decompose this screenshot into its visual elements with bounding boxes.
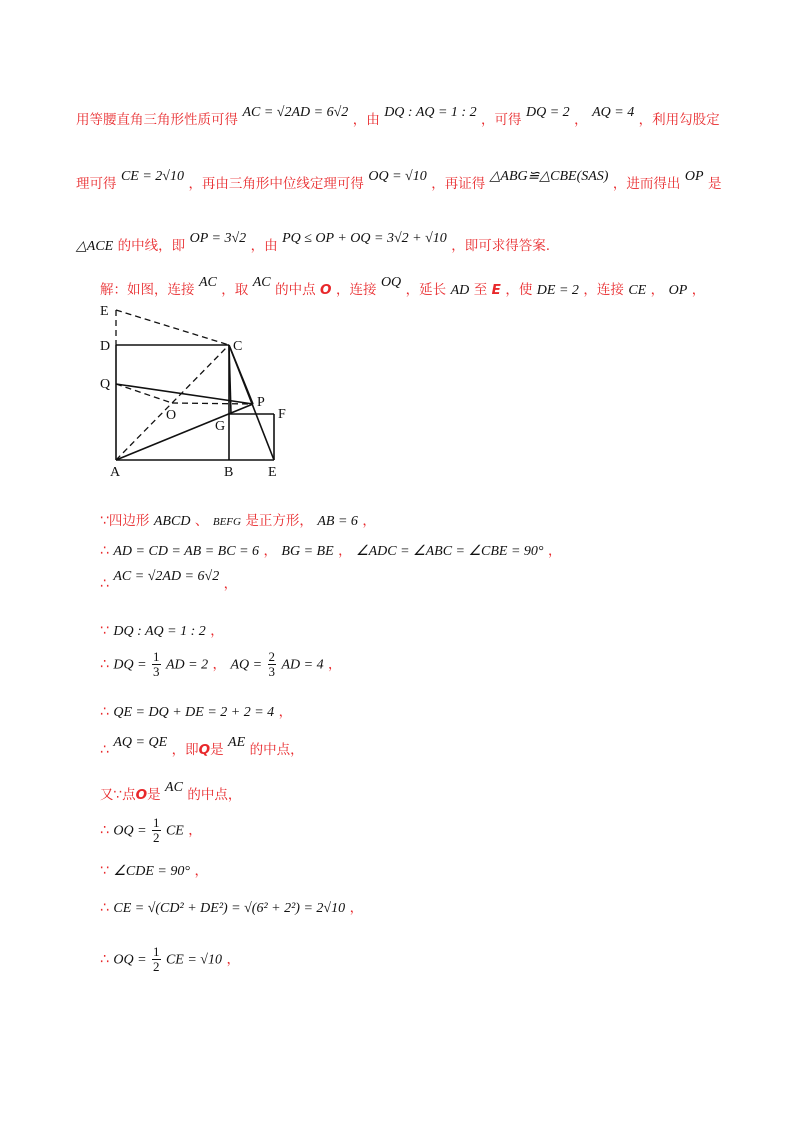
label-E-bottom: E	[268, 465, 277, 480]
label-F: F	[278, 407, 286, 422]
math-ac: AC = √2AD = 6√2	[242, 105, 349, 120]
fraction: $\frac{1}{2}$	[153, 944, 160, 974]
step-5: ∴ DQ = $\frac{1}{3}$ AD = 2 ， AQ = $\frac{2}{3}$ AD = 4 ，	[100, 649, 342, 679]
step-1: ∵四边形 ABCD 、 BEFG 是正方形， AB = 6 ，	[100, 513, 376, 529]
label-O: O	[166, 408, 177, 423]
label-E-top: E	[100, 304, 109, 319]
label-Q: Q	[100, 377, 111, 392]
step-6: ∴ QE = DQ + DE = 2 + 2 = 4 ，	[100, 704, 293, 720]
intro-line-3: △ACE 的中线，即 OP = 3√2 ，由 PQ ≤ OP + OQ = 3√2 + √10 ，即可求得答案.	[76, 231, 551, 254]
label-C: C	[233, 339, 243, 354]
step-7: ∴ AQ = QE ，即Q是 AE 的中点，	[100, 735, 304, 758]
label-B: B	[224, 465, 234, 480]
step-10: ∵ ∠CDE = 90° ，	[100, 863, 208, 879]
step-12: ∴ OQ = $\frac{1}{2}$ CE = √10 ，	[100, 944, 240, 974]
fraction: $\frac{1}{3}$	[153, 649, 160, 679]
step-4: ∵ DQ : AQ = 1 : 2 ，	[100, 623, 224, 639]
intro-line-1: 用等腰直角三角形性质可得 AC = √2AD = 6√2 ，由 DQ : AQ = 1 : 2 ，可得 DQ = 2 ， AQ = 4 ，利用勾股定	[76, 105, 720, 128]
step-11: ∴ CE = √(CD² + DE²) = √(6² + 2²) = 2√10 ，	[100, 900, 364, 916]
math-ratio: DQ : AQ = 1 : 2	[384, 105, 477, 120]
intro-line-2: 理可得 CE = 2√10 ，再由三角形中位线定理可得 OQ = √10 ，再证得 △ABG≌△CBE(SAS) ，进而得出 OP 是	[76, 169, 722, 192]
step-3: ∴ AC = √2AD = 6√2 ，	[100, 569, 238, 592]
fraction: $\frac{1}{2}$	[153, 815, 160, 845]
label-P: P	[257, 395, 265, 410]
step-9: ∴ OQ = $\frac{1}{2}$ CE ，	[100, 815, 202, 845]
step-2: ∴ AD = CD = AB = BC = 6 ， BG = BE ， ∠ADC = ∠ABC = ∠CBE = 90° ，	[100, 543, 562, 559]
solution-line: 解：如图，连接 AC ，取 AC 的中点 O ，连接 OQ ，延长 AD 至 E ，使 DE = 2 ，连接 CE ， OP ，	[100, 275, 706, 298]
step-8: 又∵点O是 AC 的中点，	[100, 780, 242, 803]
label-D: D	[100, 339, 111, 354]
label-A: A	[110, 465, 121, 480]
fraction: $\frac{2}{3}$	[268, 649, 276, 679]
label-G: G	[215, 419, 226, 434]
